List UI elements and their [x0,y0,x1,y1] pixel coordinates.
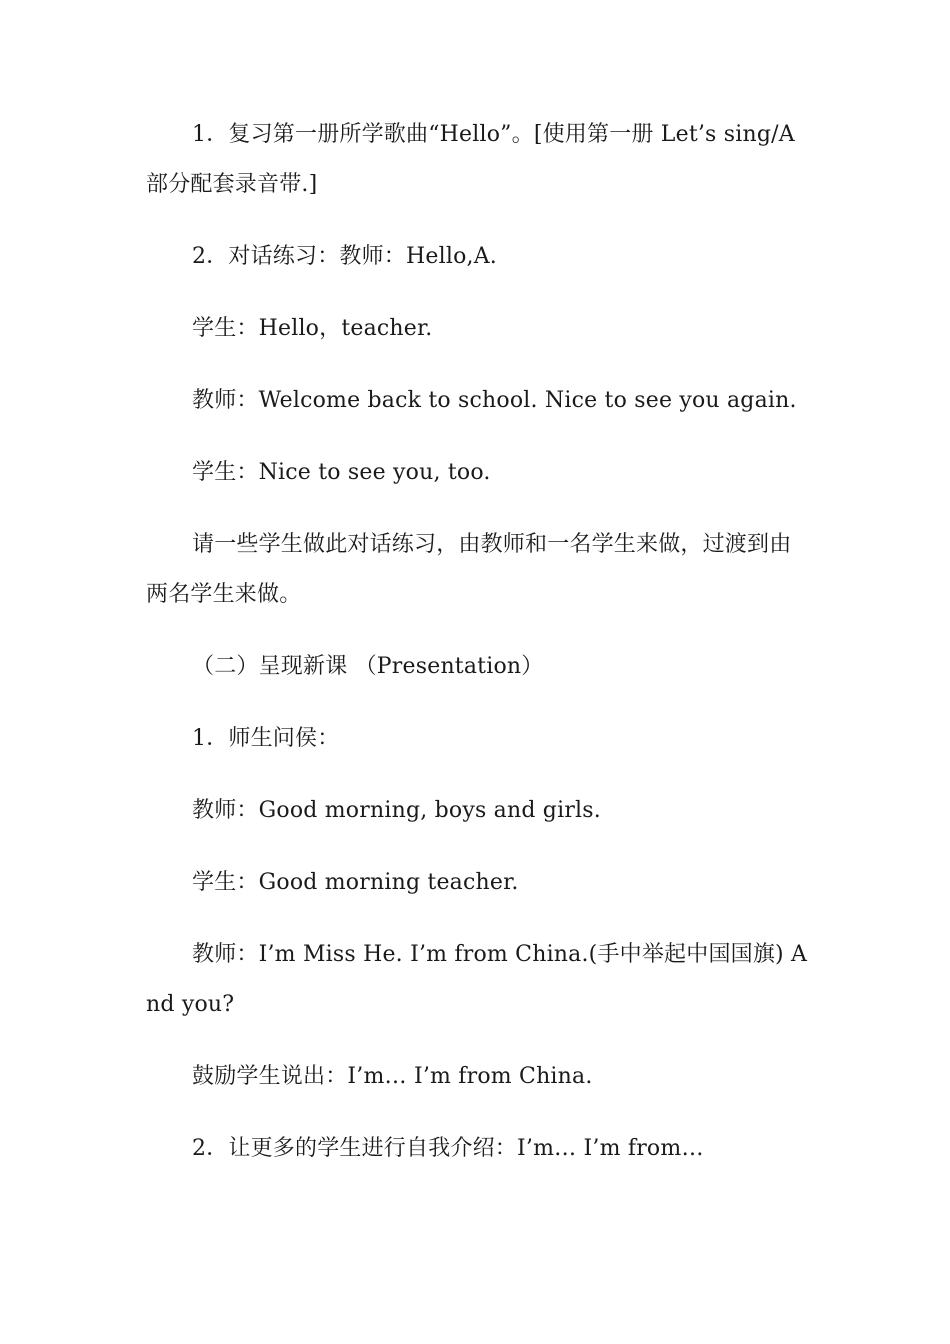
paragraph-dialogue-practice: 2．对话练习：教师：Hello,A. [192,244,497,269]
section-heading-presentation: （二）呈现新课 （Presentation） [192,654,544,679]
paragraph-teacher-good-morning: 教师：Good morning, boys and girls. [192,798,601,823]
paragraph-self-introduction: 2．让更多的学生进行自我介绍：I’m… I’m from… [192,1136,704,1161]
paragraph-student-nice: 学生：Nice to see you, too. [192,460,491,485]
paragraph-review-song: 1．复习第一册所学歌曲“Hello”。[使用第一册 Let’s sing/A 部分配套录音带.] [146,122,795,197]
paragraph-greeting-title: 1．师生问侯： [192,726,340,751]
paragraph-practice-instruction: 请一些学生做此对话练习，由教师和一名学生来做，过渡到由两名学生来做。 [146,532,792,607]
paragraph-student-good-morning: 学生：Good morning teacher. [192,870,519,895]
paragraph-encourage-students: 鼓励学生说出：I’m… I’m from China. [192,1064,593,1089]
paragraph-student-hello: 学生：Hello，teacher. [192,316,433,341]
paragraph-teacher-welcome: 教师：Welcome back to school. Nice to see you again. [192,388,797,413]
paragraph-teacher-introduction: 教师：I’m Miss He. I’m from China.(手中举起中国国旗) And you? [146,942,808,1017]
